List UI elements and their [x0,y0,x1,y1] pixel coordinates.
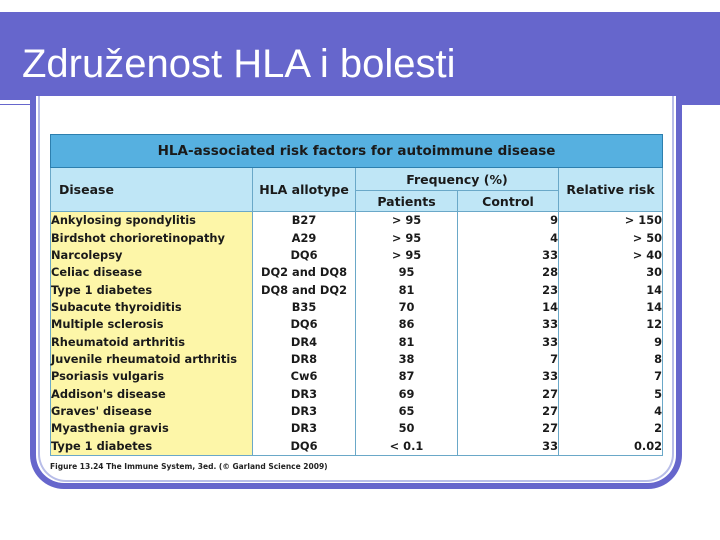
control-cell: 23 [458,281,559,298]
allotype-cell: A29 [253,229,356,246]
control-cell: 4 [458,229,559,246]
table-row [51,403,663,420]
disease-cell: Type 1 diabetes [51,437,253,455]
relative-risk-cell: 2 [559,420,663,437]
control-cell: 33 [458,437,559,455]
patients-cell: 50 [356,420,458,437]
relative-risk-cell: 7 [559,368,663,385]
disease-cell: Ankylosing spondylitis [51,212,253,230]
disease-cell: Myasthenia gravis [51,420,253,437]
patients-cell: 70 [356,299,458,316]
relative-risk-cell: > 40 [559,247,663,264]
table-row [51,368,663,385]
disease-cell: Addison's disease [51,385,253,402]
control-cell: 33 [458,368,559,385]
hla-table [50,134,663,456]
relative-risk-cell: > 50 [559,229,663,246]
title-bar [0,12,720,105]
table-row [51,299,663,316]
allotype-cell: DR4 [253,333,356,350]
disease-cell: Graves' disease [51,403,253,420]
table-row [51,229,663,246]
table-row [51,351,663,368]
disease-cell: Rheumatoid arthritis [51,333,253,350]
allotype-cell: DR3 [253,385,356,402]
header-relative-risk: Relative risk [559,168,663,212]
allotype-cell: B35 [253,299,356,316]
relative-risk-cell: 30 [559,264,663,281]
hla-figure [50,134,662,471]
control-cell: 27 [458,385,559,402]
patients-cell: > 95 [356,212,458,230]
slide-title: Združenost HLA i bolesti [22,42,456,86]
disease-cell: Multiple sclerosis [51,316,253,333]
table-caption: HLA-associated risk factors for autoimmune disease [51,135,663,168]
disease-cell: Type 1 diabetes [51,281,253,298]
relative-risk-cell: 14 [559,299,663,316]
relative-risk-cell: 8 [559,351,663,368]
control-cell: 33 [458,333,559,350]
table-row [51,385,663,402]
table-row [51,420,663,437]
table-row [51,264,663,281]
allotype-cell: DQ6 [253,247,356,264]
disease-cell: Subacute thyroiditis [51,299,253,316]
header-control: Control [458,191,559,212]
patients-cell: 86 [356,316,458,333]
header-disease: Disease [51,168,253,212]
header-patients: Patients [356,191,458,212]
allotype-cell: DQ8 and DQ2 [253,281,356,298]
control-cell: 33 [458,247,559,264]
relative-risk-cell: 9 [559,333,663,350]
table-row [51,212,663,230]
disease-cell: Narcolepsy [51,247,253,264]
table-body [51,212,663,456]
allotype-cell: B27 [253,212,356,230]
patients-cell: > 95 [356,229,458,246]
patients-cell: 69 [356,385,458,402]
relative-risk-cell: 12 [559,316,663,333]
patients-cell: > 95 [356,247,458,264]
table-row [51,333,663,350]
allotype-cell: DQ6 [253,437,356,455]
table-row [51,316,663,333]
patients-cell: 38 [356,351,458,368]
table-row [51,247,663,264]
control-cell: 27 [458,420,559,437]
allotype-cell: DQ6 [253,316,356,333]
table-row [51,437,663,455]
patients-cell: 87 [356,368,458,385]
relative-risk-cell: 0.02 [559,437,663,455]
relative-risk-cell: > 150 [559,212,663,230]
figure-credit: Figure 13.24 The Immune System, 3ed. (© Garland Science 2009) [50,461,328,471]
control-cell: 7 [458,351,559,368]
allotype-cell: DR3 [253,420,356,437]
relative-risk-cell: 14 [559,281,663,298]
patients-cell: 81 [356,281,458,298]
header-frequency: Frequency (%) [356,168,559,191]
control-cell: 33 [458,316,559,333]
allotype-cell: Cw6 [253,368,356,385]
control-cell: 28 [458,264,559,281]
control-cell: 9 [458,212,559,230]
disease-cell: Juvenile rheumatoid arthritis [51,351,253,368]
relative-risk-cell: 4 [559,403,663,420]
header-allotype: HLA allotype [253,168,356,212]
disease-cell: Birdshot chorioretinopathy [51,229,253,246]
allotype-cell: DR3 [253,403,356,420]
allotype-cell: DR8 [253,351,356,368]
patients-cell: < 0.1 [356,437,458,455]
patients-cell: 65 [356,403,458,420]
patients-cell: 95 [356,264,458,281]
disease-cell: Psoriasis vulgaris [51,368,253,385]
control-cell: 14 [458,299,559,316]
table-row [51,281,663,298]
allotype-cell: DQ2 and DQ8 [253,264,356,281]
control-cell: 27 [458,403,559,420]
disease-cell: Celiac disease [51,264,253,281]
relative-risk-cell: 5 [559,385,663,402]
patients-cell: 81 [356,333,458,350]
